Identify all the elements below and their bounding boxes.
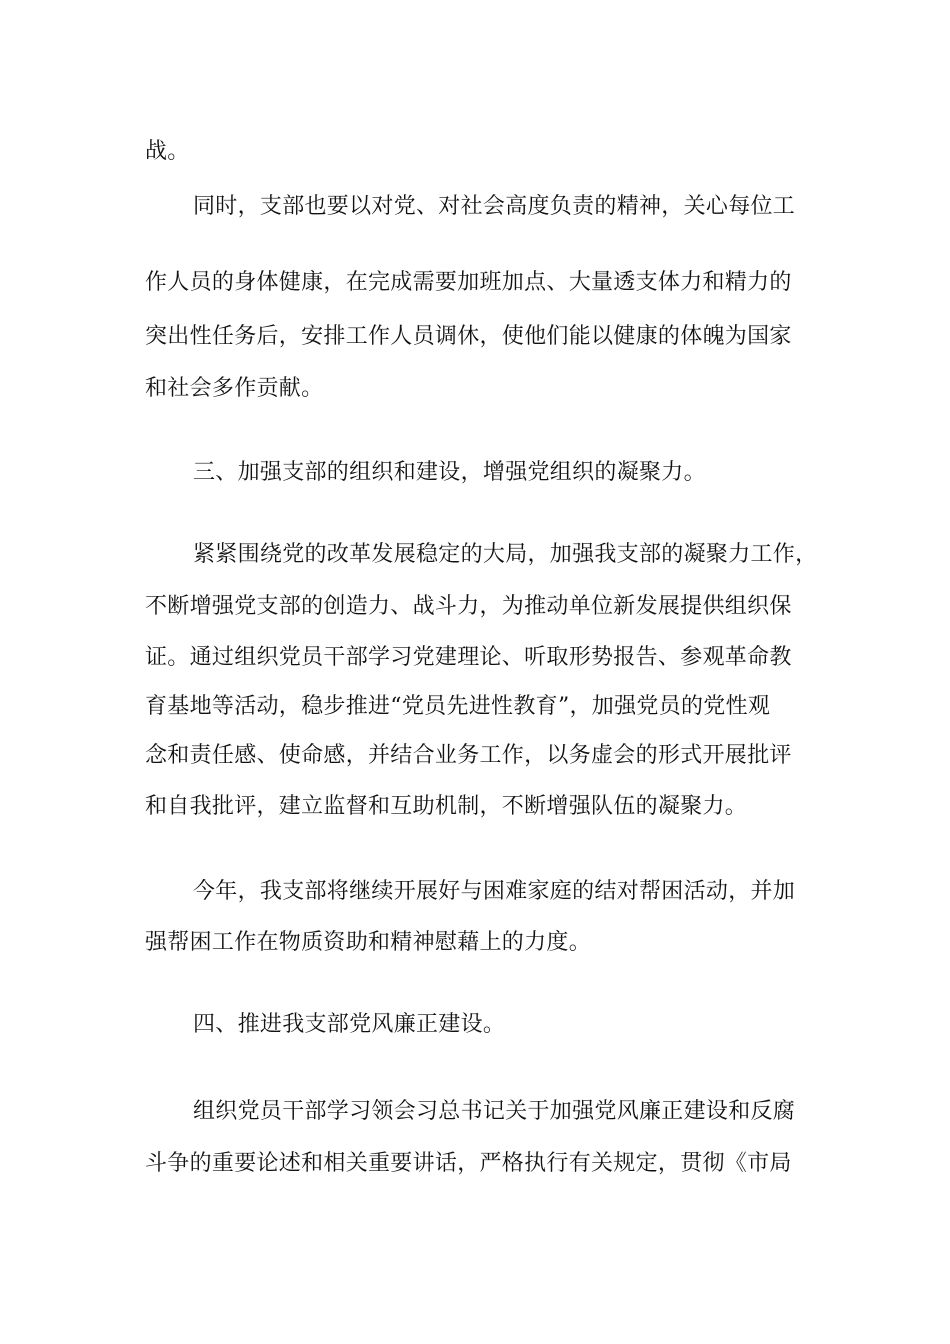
text-line: 突出性任务后，安排工作人员调休，使他们能以健康的体魄为国家: [145, 324, 792, 349]
section-heading-4: 四、推进我支部党风廉正建设。: [193, 1012, 506, 1037]
text-line: 和自我批评，建立监督和互助机制，不断增强队伍的凝聚力。: [145, 794, 748, 819]
text-line: 和社会多作贡献。: [145, 376, 324, 401]
text-line: 战。: [145, 139, 190, 164]
text-line: 强帮困工作在物质资助和精神慰藉上的力度。: [145, 930, 592, 955]
text-line: 证。通过组织党员干部学习党建理论、听取形势报告、参观革命教: [145, 645, 792, 670]
text-line: 不断增强党支部的创造力、战斗力，为推动单位新发展提供组织保: [145, 594, 792, 619]
text-line: 斗争的重要论述和相关重要讲话，严格执行有关规定，贯彻《市局: [145, 1151, 792, 1176]
paragraph-first-line: 组织党员干部学习领会习总书记关于加强党风廉正建设和反腐: [193, 1099, 796, 1124]
paragraph-first-line: 紧紧围绕党的改革发展稳定的大局，加强我支部的凝聚力工作，: [193, 542, 818, 567]
text-line: 念和责任感、使命感，并结合业务工作，以务虚会的形式开展批评: [145, 743, 792, 768]
section-heading-3: 三、加强支部的组织和建设，增强党组织的凝聚力。: [193, 460, 706, 485]
text-line: 作人员的身体健康，在完成需要加班加点、大量透支体力和精力的: [145, 270, 792, 295]
text-line: 育基地等活动，稳步推进“党员先进性教育”，加强党员的党性观: [145, 694, 771, 719]
paragraph-first-line: 今年，我支部将继续开展好与困难家庭的结对帮困活动，并加: [193, 879, 796, 904]
paragraph-first-line: 同时，支部也要以对党、对社会高度负责的精神，关心每位工: [193, 194, 796, 219]
